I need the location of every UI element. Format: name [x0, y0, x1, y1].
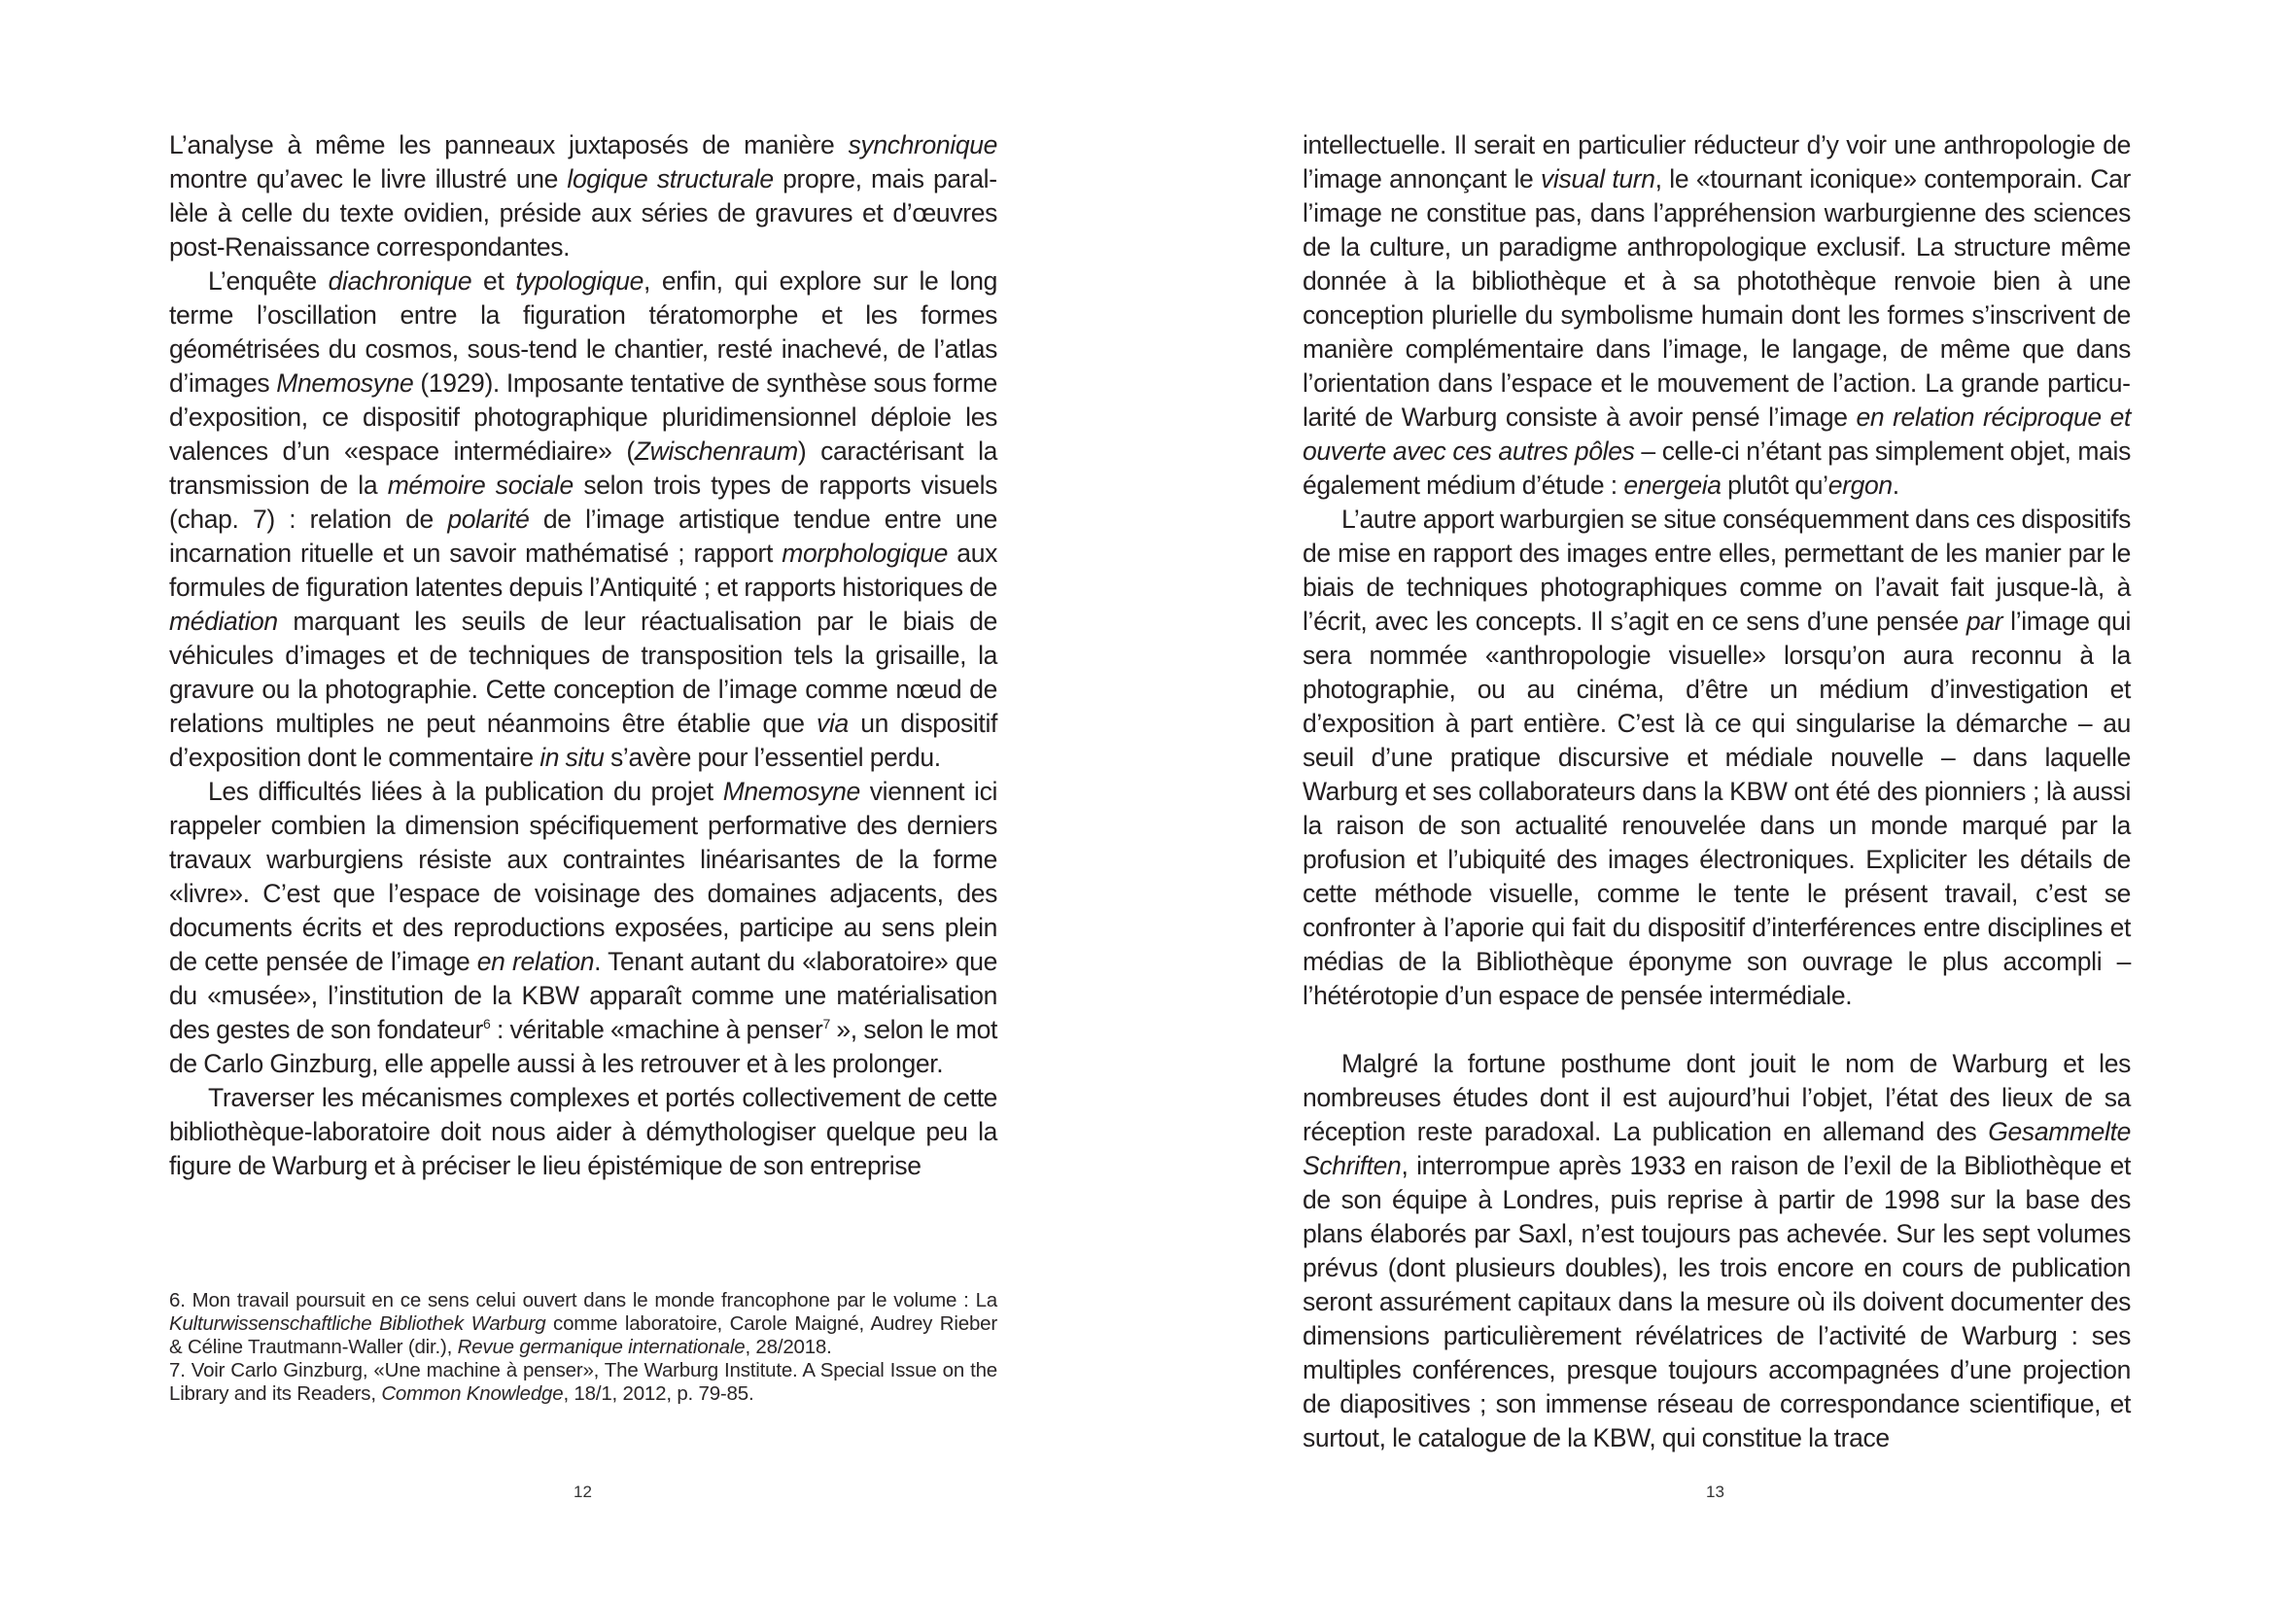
- text-run: s’avère pour l’essentiel perdu.: [604, 743, 941, 772]
- text-run: L’enquête: [208, 266, 329, 296]
- text-run: , enfin, qui explore sur le long terme l’oscillation entre la figuration tératomorphe et les formes géométrisées du cosmos, sous-tend le chantier, resté inachevé, de l’atlas d’images: [169, 266, 997, 398]
- text-run: , interrompue après 1933 en raison de l’exil de la Bibliothèque et de son équipe à Londres, puis reprise à partir de 1998 sur la base des plans élaborés par Saxl, n’est toujours pas achevée. Sur les sept volumes prévus (dont plusieurs doubles), les trois encore en cours de publication seront assurément capitaux dans la mesure où ils doivent documenter des dimensions particulièrement révélatrices de l’activité de Warburg : ses multiples conférences, presque toujours accompagnées d’une projection de diapositives ; son immense réseau de correspondance scientifique, et surtout, le catalogue de la KBW, qui constitue la trace: [1303, 1151, 2131, 1452]
- right-body-text: [1303, 128, 2131, 1455]
- text-run: comme laboratoire, Carole Maigné, Audrey Rieber & Céline Trautmann-Waller (dir.),: [169, 1312, 997, 1358]
- text-run: – celle-ci n’étant pas simplement objet, mais également médium d’étude :: [1303, 437, 2131, 500]
- text-run: viennent ici rappeler combien la dimension spécifiquement performative des derniers travaux warburgiens résiste aux contraintes linéarisantes de la forme «livre». C’est que l’espace de voisinage des domaines adjacents, des documents écrits et des reproductions exposées, participe au sens plein de cette pensée de l’image: [169, 777, 998, 976]
- text-run: selon trois types de rapports visuels (chap. 7) : relation de: [169, 471, 998, 534]
- page-number-right: 13: [1706, 1483, 1724, 1501]
- text-run: 6. Mon travail poursuit en ce sens celui ouvert dans le monde francophone par le volume : La: [169, 1289, 997, 1311]
- text-run: plutôt qu’: [1721, 471, 1828, 500]
- text-run: montre qu’avec le livre illustré une: [169, 164, 568, 193]
- text-run: .: [1892, 471, 1899, 500]
- italic-text: logique structurale: [567, 164, 774, 193]
- text-run: Malgré la fortune posthume dont jouit le nom de Warburg et les nombreuses études dont il est aujourd’hui l’objet, l’état des lieux de sa réception reste paradoxal. La publication en allemand des: [1303, 1049, 2131, 1146]
- paragraph: [1303, 503, 2131, 1013]
- text-run: marquant les seuils de leur réactualisation par le biais de véhicules d’images et de techniques de transposition tels la grisaille, la gravure ou la photographie. Cette conception de l’image comme nœud de relations multiples ne peut néanmoins être établie que: [169, 607, 997, 738]
- text-run: L’analyse à même les panneaux juxtaposés de manière: [169, 130, 849, 159]
- italic-text: synchronique: [848, 130, 997, 159]
- text-run: propre, mais parallèle à celle du texte ovidien, préside aux séries de gravures et d’œuvres post-Renaissance correspondantes.: [169, 164, 998, 262]
- text-run: de l’image artistique tendue entre une incarnation rituelle et un savoir mathématisé ; rapport: [169, 505, 997, 568]
- italic-text: typologique: [515, 266, 644, 296]
- italic-text: polarité: [447, 505, 530, 534]
- left-body-text: [169, 128, 997, 1183]
- italic-text: Kulturwissenschaftliche Bibliothek Warburg: [169, 1312, 546, 1335]
- italic-text: Zwischenraum: [634, 437, 798, 466]
- italic-text: energeia: [1623, 471, 1722, 500]
- text-run: , le «tournant iconique» contemporain. Car l’image ne constitue pas, dans l’appréhension warburgienne des sciences de la culture, un paradigme anthropologique exclusif. La structure même donnée à la bibliothèque et à sa photothèque renvoie bien à une conception plurielle du symbolisme humain dont les formes s’inscrivent de manière complémentaire dans l’image, le langage, de même que dans l’orientation dans l’espace et le mouvement de l’action. La grande particularité de Warburg consiste à avoir pensé l’image: [1303, 164, 2131, 432]
- text-run: 7. Voir Carlo Ginzburg, «Une machine à penser», The Warburg Institute. A Special Issue on the Library and its Readers,: [169, 1359, 997, 1405]
- italic-text: diachronique: [328, 266, 472, 296]
- text-run: », selon le mot de Carlo Ginzburg, elle appelle aussi à les retrouver et à les prolonger.: [169, 1015, 997, 1078]
- text-run: Les difficultés liées à la publication du projet: [208, 777, 723, 806]
- text-run: L’autre apport warburgien se situe conséquemment dans ces dispositifs de mise en rapport des images entre elles, permettant de les manier par le biais de techniques photographiques comme on l’avait fait jusque-là, à l’écrit, avec les concepts. Il s’agit en ce sens d’une pensée: [1303, 505, 2131, 636]
- paragraph: [169, 1081, 997, 1183]
- italic-text: en relation: [476, 947, 595, 976]
- text-run: . Tenant autant du «laboratoire» que du «musée», l’institution de la KBW apparaît comme une matérialisation des gestes de son fondateur: [169, 947, 997, 1044]
- italic-text: via: [817, 709, 849, 738]
- text-run: , 18/1, 2012, p. 79-85.: [563, 1382, 754, 1405]
- italic-text: Mnemosyne: [722, 777, 860, 806]
- text-run: l’image qui sera nommée «anthropologie visuelle» lorsqu’on aura reconnu à la photographie, ou au cinéma, d’être un médium d’investigation et d’exposition à part entière. C’est là ce qui singularise la démarche – au seuil d’une pratique discursive et médiale nouvelle – dans laquelle Warburg et ses collaborateurs dans la KBW ont été des pionniers ; là aussi la raison de son actualité renouvelée dans un monde marqué par la profusion et l’ubiquité des images électroniques. Expliciter les détails de cette méthode visuelle, comme le tente le présent travail, c’est se confronter à l’aporie qui fait du dispositif d’interférences entre disciplines et médias de la Bibliothèque éponyme son ouvrage le plus accompli – l’hétérotopie d’un espace de pensée intermédiale.: [1303, 607, 2131, 1010]
- paragraph: [169, 128, 997, 264]
- italic-text: par: [1966, 607, 2003, 636]
- left-footnotes: [169, 1289, 997, 1406]
- italic-text: Common Knowledge: [381, 1382, 564, 1405]
- text-run: aux formules de figuration latentes depuis l’Antiquité ; et rapports historiques de: [169, 539, 997, 602]
- italic-text: médiation: [169, 607, 278, 636]
- italic-text: morphologique: [782, 539, 949, 568]
- footnote: [169, 1289, 997, 1359]
- paragraph: [1303, 1047, 2131, 1455]
- paragraph: [1303, 128, 2131, 503]
- right-page: [1148, 0, 2296, 1607]
- text-run: un dispositif d’exposition dont le commentaire: [169, 709, 997, 772]
- italic-text: mémoire sociale: [387, 471, 574, 500]
- text-run: ) caractérisant la transmission de la: [169, 437, 997, 500]
- footnote-reference[interactable]: 6: [483, 1016, 491, 1031]
- italic-text: in situ: [539, 743, 605, 772]
- italic-text: Revue germanique internationale: [457, 1336, 746, 1358]
- text-run: intellectuelle. Il serait en particulier réducteur d’y voir une anthropologie de l’image annonçant le: [1303, 130, 2131, 193]
- text-run: : véritable «machine à penser: [490, 1015, 823, 1044]
- footnote: [169, 1359, 997, 1406]
- footnote-reference[interactable]: 7: [822, 1016, 830, 1031]
- italic-text: Mnemosyne: [276, 368, 414, 398]
- text-run: et: [471, 266, 516, 296]
- italic-text: Gesammelte Schriften: [1303, 1117, 2131, 1180]
- text-run: , 28/2018.: [745, 1336, 832, 1358]
- italic-text: visual turn: [1541, 164, 1655, 193]
- page-number-left: 12: [574, 1483, 592, 1501]
- italic-text: en relation réciproque et ouverte avec ces autres pôles: [1303, 402, 2131, 466]
- paragraph: [169, 264, 997, 775]
- italic-text: ergon: [1827, 471, 1893, 500]
- paragraph: [169, 775, 997, 1081]
- text-run: (1929). Imposante tentative de synthèse sous forme d’exposition, ce dispositif photographique pluridimensionnel déploie les valences d’un «espace intermédiaire» (: [169, 368, 998, 466]
- text-run: Traverser les mécanismes complexes et portés collectivement de cette bibliothèque-laboratoire doit nous aider à démythologiser quelque peu la figure de Warburg et à préciser le lieu épistémique de son entreprise: [169, 1083, 997, 1180]
